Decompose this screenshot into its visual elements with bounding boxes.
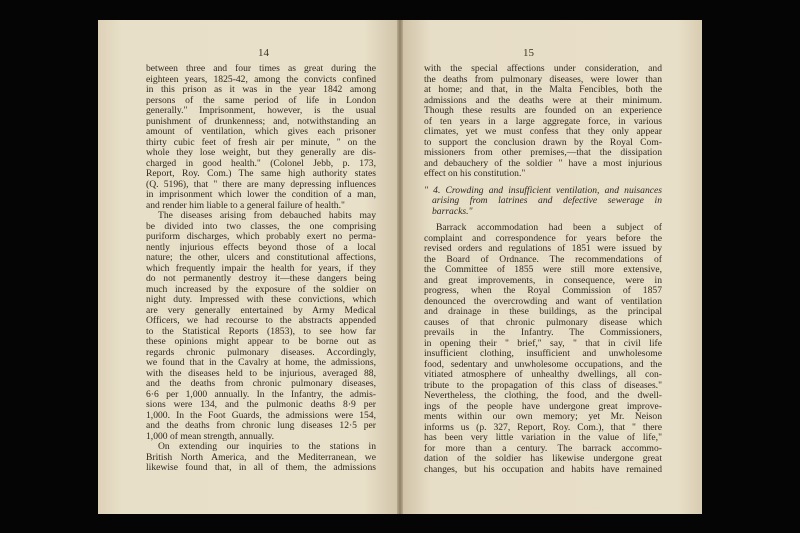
text-line: likewise found that, in all of them, the admissions bbox=[146, 462, 376, 473]
text-line: sions were 134, and the pulmonic deaths 8·9 per bbox=[146, 399, 376, 410]
page-text bbox=[424, 64, 662, 475]
text-line: has been very little variation in the value of life," bbox=[424, 432, 662, 443]
text-line: to support the conclusion drawn by the Royal Com- bbox=[424, 136, 662, 148]
text-line: are very generally entertained by Army Medical bbox=[146, 304, 376, 316]
text-line: On extending our inquiries to the stations in bbox=[158, 441, 376, 452]
text-line: and the deaths from chronic pulmonary diseases, bbox=[146, 378, 376, 389]
page-number: 14 bbox=[258, 47, 269, 59]
text-line: and render him liable to a general failure of health." bbox=[146, 199, 345, 211]
text-line: climates, yet we must confess that they only appear bbox=[424, 126, 662, 137]
text-line: at home; and that, in the Malta Fencibles, both the bbox=[424, 84, 662, 95]
text-line: prevails in the Infantry. The Commissioners, bbox=[424, 327, 662, 338]
text-line: whole they lose weight, but they generally are dis- bbox=[146, 147, 376, 158]
text-line: much increased by the exposure of the soldier on bbox=[146, 283, 376, 295]
book-spine bbox=[397, 20, 403, 514]
open-book bbox=[98, 20, 702, 514]
text-line: puriform discharges, which probably exert no perma- bbox=[146, 231, 376, 242]
text-line: progress, when the Royal Commission of 1857 bbox=[424, 285, 662, 296]
text-line: eighteen years, 1825-42, among the convicts confined bbox=[146, 73, 376, 85]
text-line: in opening their " brief," say, " that in civil life bbox=[424, 337, 662, 349]
text-line: to the Statistical Reports (1853), to see how far bbox=[146, 325, 376, 337]
text-line: persons of the same period of life in London bbox=[146, 94, 376, 106]
text-line: generally." Imprisonment, however, is the usual bbox=[146, 105, 376, 116]
text-line: in imprisonment which lower the condition of a man, bbox=[146, 189, 376, 200]
text-line: the Board of Ordnance. The recommendations of bbox=[424, 253, 662, 265]
text-line: which frequently impair the health for years, if they bbox=[146, 262, 376, 274]
page-text bbox=[146, 64, 376, 474]
text-line: do not permanently destroy it—these dangers being bbox=[146, 273, 376, 284]
text-line: the Committee of 1855 were still more extensive, bbox=[424, 264, 662, 275]
text-line: 1,000 of mean strength, annually. bbox=[146, 430, 275, 442]
text-line: British North America, and the Mediterranean, we bbox=[146, 451, 376, 463]
text-line: " 4. Crowding and insufficient ventilation, and nuisances bbox=[424, 184, 662, 196]
right-page bbox=[400, 20, 702, 514]
text-line: missioners from other premises,—that the dissipation bbox=[424, 147, 662, 158]
text-line: for more than a century. The barrack accommo- bbox=[424, 442, 662, 454]
text-line: dation of the soldier has likewise undergone great bbox=[424, 453, 662, 464]
page-number: 15 bbox=[523, 47, 534, 59]
text-line: revised orders and regulations of 1851 were issued by bbox=[424, 243, 662, 254]
text-line: Officers, we had recourse to the abstracts appended bbox=[146, 315, 376, 326]
text-line: ments within our own memory; yet Mr. Neison bbox=[424, 411, 662, 422]
text-line: amount of ventilation, which gives each prisoner bbox=[146, 126, 376, 137]
text-line: punishment of drunkenness; and, notwithstanding an bbox=[146, 115, 376, 127]
text-line: and great improvements, in consequence, were in bbox=[424, 274, 662, 286]
text-line: (Q. 5196), that " there are many depressing influences bbox=[146, 178, 376, 190]
text-line: and drainage in these buildings, as the principal bbox=[424, 306, 662, 317]
text-line: we found that in the Cavalry at home, the admissions, bbox=[146, 357, 376, 368]
text-line: with the special affections under consideration, and bbox=[424, 63, 662, 74]
text-line: Report, Roy. Com.) The same high authority states bbox=[146, 168, 376, 179]
text-line: nently injurious effects beyond those of a local bbox=[146, 241, 376, 253]
text-line: with the diseases held to be injurious, averaged 88, bbox=[146, 367, 376, 379]
text-line: Though these results are founded on an experience bbox=[424, 105, 662, 116]
text-line: The diseases arising from debauched habits may bbox=[158, 210, 376, 221]
text-line: complaint and correspondence for years before the bbox=[424, 232, 662, 244]
text-line: effect on his constitution." bbox=[424, 168, 526, 179]
text-line: between three and four times as great during the bbox=[146, 63, 376, 74]
text-line: barracks." bbox=[432, 205, 473, 217]
text-line: causes of that chronic pulmonary disease which bbox=[424, 316, 662, 328]
text-line: thirty cubic feet of fresh air per minute, " on the bbox=[146, 136, 376, 148]
text-line: denounced the overcrowding and want of ventilation bbox=[424, 295, 662, 307]
left-page bbox=[98, 20, 400, 514]
text-line: tribute to the propagation of this class of diseases." bbox=[424, 379, 662, 391]
text-line: of ten years in a large aggregate force, in various bbox=[424, 115, 662, 127]
text-line: regards chronic pulmonary diseases. Accordingly, bbox=[146, 346, 376, 358]
text-line: Nevertheless, the clothing, the food, and the dwell- bbox=[424, 390, 662, 401]
text-line: informs us (p. 327, Report, Roy. Com.), that " there bbox=[424, 421, 662, 433]
text-line: vitiated atmosphere of unhealthy dwellings, all con- bbox=[424, 369, 662, 380]
text-line: changes, but his occupation and habits have remained bbox=[424, 463, 662, 475]
text-line: the deaths from pulmonary diseases, were lower than bbox=[424, 73, 662, 85]
text-line: and debauchery of the soldier " have a most injurious bbox=[424, 157, 662, 169]
text-line: insufficient clothing, insufficient and unwholesome bbox=[424, 348, 662, 359]
text-line: be divided into two classes, the one comprising bbox=[146, 220, 376, 232]
text-line: and the deaths from chronic lung diseases 12·5 per bbox=[146, 420, 376, 431]
text-line: Barrack accommodation had been a subject of bbox=[436, 222, 662, 233]
text-line: 6·6 per 1,000 annually. In the Infantry, the admis- bbox=[146, 388, 376, 400]
text-line: ings of the people have undergone great improve- bbox=[424, 400, 662, 412]
text-line: charged in good health." (Colonel Jebb, p. 173, bbox=[146, 157, 376, 169]
text-line: in this prison as it was in the year 1842 among bbox=[146, 84, 376, 95]
text-line: nature; the other, ulcers and constitutional affections, bbox=[146, 252, 376, 263]
text-line: arising from latrines and defective sewerage in bbox=[432, 195, 662, 206]
text-line: 1,000. In the Foot Guards, the admissions were 154, bbox=[146, 409, 376, 421]
text-line: food, sedentary and unwholesome occupations, and the bbox=[424, 358, 662, 370]
text-line: these opinions might appear to be borne out as bbox=[146, 336, 376, 347]
text-line: night duty. Impressed with these convictions, which bbox=[146, 294, 376, 305]
text-line: admissions and the deaths were at their minimum. bbox=[424, 94, 662, 106]
